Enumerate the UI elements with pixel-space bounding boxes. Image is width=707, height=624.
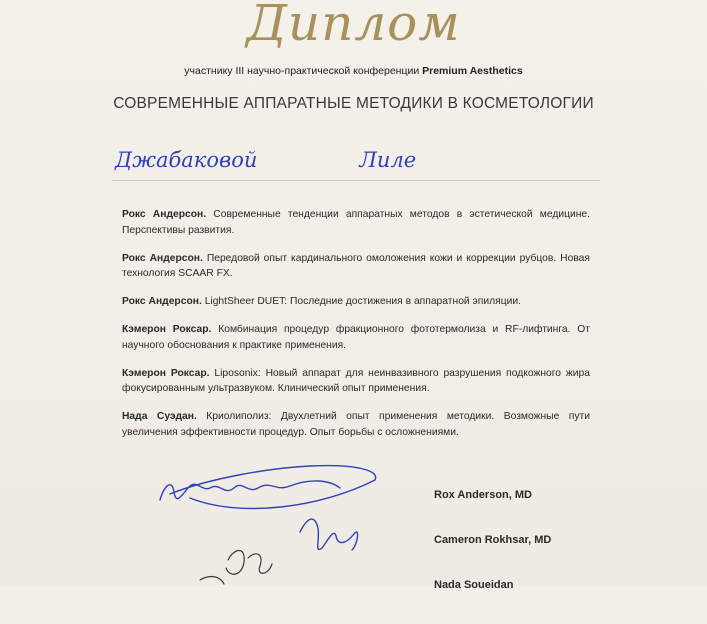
signatures-image — [150, 458, 390, 585]
talk-item — [122, 251, 590, 282]
signature-rokhsar — [300, 519, 358, 550]
signer-name: Rox Anderson, MD — [434, 489, 532, 501]
talk-speaker: Кэмерон Роксар. — [122, 324, 212, 336]
talk-item — [122, 409, 590, 440]
talk-speaker: Рокс Андерсон. — [122, 209, 207, 220]
recipient-surname: Джабаковой — [115, 148, 258, 172]
talk-text: Передовой опыт кардинального омоложения кожи и коррекции рубцов. Новая технология SCAAR FX. — [122, 252, 590, 280]
diploma-title: Диплом — [246, 0, 461, 52]
talk-text: Liposonix: Новый аппарат для неинвазивного разрушения подкожного жира фокусированным ультразвуком. Клинический опыт применения. — [122, 367, 590, 395]
recipient-underline — [112, 180, 600, 181]
talk-item — [122, 322, 590, 353]
talk-item — [122, 294, 590, 310]
recipient-handwriting — [115, 148, 416, 172]
subtitle-prefix: участнику III научно-практической конференции — [184, 65, 420, 77]
conference-heading: СОВРЕМЕННЫЕ АППАРАТНЫЕ МЕТОДИКИ В КОСМЕТОЛОГИИ — [113, 95, 594, 112]
diploma-subtitle — [0, 65, 707, 77]
signer-name: Nada Soueidan — [434, 579, 514, 591]
talk-speaker: Рокс Андерсон. — [122, 252, 203, 264]
talk-item — [122, 207, 590, 238]
talk-text: Криолиполиз: Двухлетний опыт применения методики. Возможные пути увеличения эффективности процедур. Опыт борьбы с осложнениями. — [122, 411, 590, 438]
talk-speaker: Рокс Андерсон. — [122, 296, 202, 308]
talk-speaker: Нада Суэдан. — [122, 411, 197, 423]
signer-name: Cameron Rokhsar, MD — [434, 534, 552, 546]
talk-text: LightSheer DUET: Последние достижения в аппаратной эпиляции. — [204, 296, 521, 308]
signature-soueidan — [200, 551, 272, 585]
talk-item — [122, 366, 590, 397]
recipient-name: Лиле — [359, 148, 417, 172]
talk-speaker: Кэмерон Роксар. — [122, 367, 210, 379]
talk-text: Современные тенденции аппаратных методов в эстетической медицине. Перспективы развития. — [122, 209, 590, 236]
talk-text: Комбинация процедур фракционного фототермолиза и RF-лифтинга. От научного обоснования к практике применения. — [122, 324, 590, 351]
subtitle-brand: Premium Aesthetics — [422, 65, 523, 77]
signers-list — [434, 489, 551, 624]
talks-list — [122, 207, 590, 453]
signature-anderson — [160, 466, 376, 509]
